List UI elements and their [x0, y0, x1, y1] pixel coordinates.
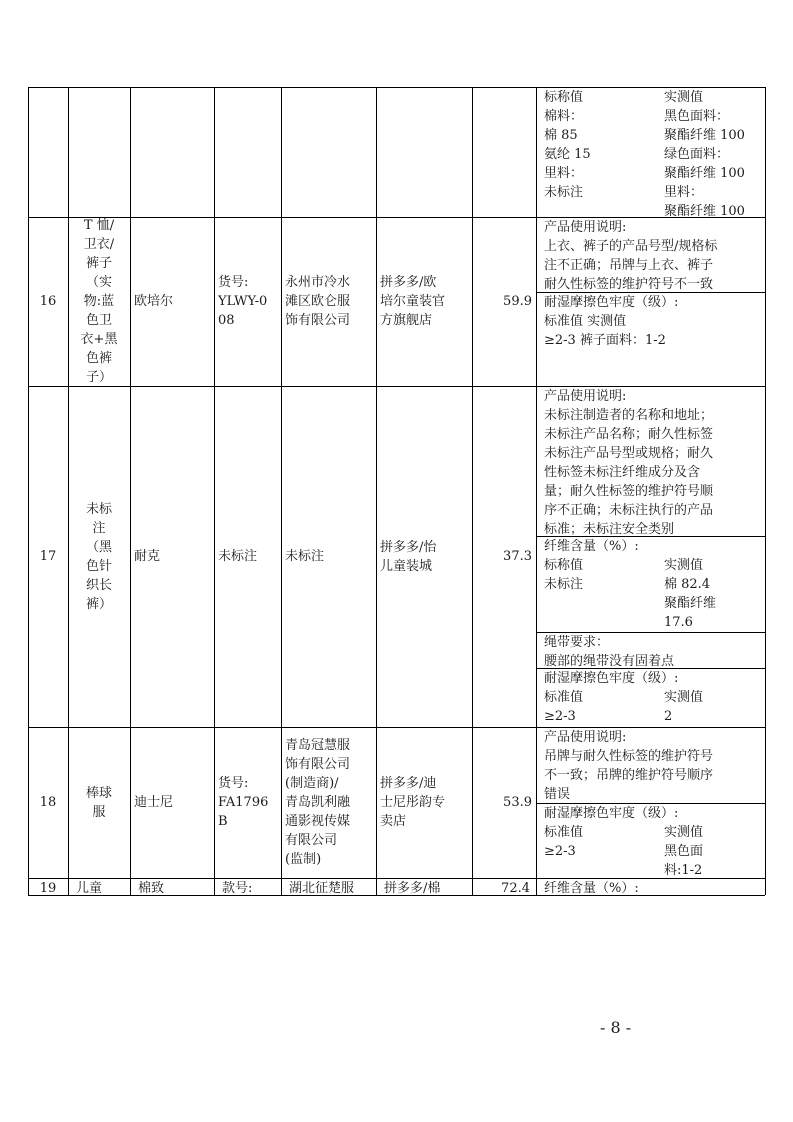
detail-color-fastness-line: ≥2-3 裤子面料：1-2 [544, 333, 666, 348]
product-name-line: 织长 [85, 577, 112, 593]
manufacturer-line: 青岛冠慧服 [285, 738, 351, 753]
shop-name-line: 拼多多/棉 [384, 881, 441, 896]
brand-name-line: 欧培尔 [134, 294, 174, 309]
product-name-line: 未标 [85, 501, 112, 517]
manufacturer-line: 未标注 [285, 549, 325, 564]
row-number [32, 879, 64, 898]
product-name-line: 色针 [85, 558, 112, 574]
detail-color-fastness [544, 293, 764, 350]
detail-measured-column-line: 里料： [664, 185, 704, 200]
detail-cord-requirement [544, 633, 764, 671]
price-line: 53.9 [503, 795, 532, 810]
manufacturer-line: (监制) [285, 852, 322, 867]
detail-usage-instructions-line: 性标签未标注纤维成分及含 [544, 465, 701, 480]
detail-measured-column-line: 料:1-2 [664, 863, 703, 878]
detail-standard-column-line: 氨纶 15 [544, 147, 591, 162]
detail-standard-column-line: 棉 85 [544, 128, 578, 143]
product-name [76, 879, 128, 898]
manufacturer-line: 通影视传媒 [285, 814, 351, 829]
shop-name [380, 273, 468, 330]
product-name-line: 卫衣/ [83, 237, 115, 252]
detail-measured-column-line: 黑色面料： [664, 109, 730, 124]
manufacturer-line: (制造商)/ [285, 776, 339, 791]
model-number-line: FA1796 [218, 795, 269, 810]
page-number: - 8 - [600, 1018, 632, 1037]
row-number-line: 17 [39, 549, 57, 564]
column-divider [376, 87, 377, 895]
price-line: 37.3 [503, 549, 532, 564]
model-number [218, 547, 277, 566]
brand-name [134, 793, 210, 812]
manufacturer-line: 饰有限公司 [285, 313, 351, 328]
product-name-line: 服 [92, 804, 106, 820]
brand-name [134, 547, 210, 566]
row-number [32, 793, 64, 812]
detail-usage-instructions-line: 吊牌与耐久性标签的维护符号 [544, 749, 714, 764]
product-name-line: 裤子 [85, 256, 112, 271]
manufacturer-line: 永州市冷水 [285, 275, 351, 290]
manufacturer-line: 滩区欧仑服 [285, 294, 351, 309]
shop-name-line: 士尼彤韵专 [380, 795, 446, 810]
detail-color-fastness-title [544, 804, 764, 823]
model-number-line: 货号: [218, 275, 249, 290]
detail-standard-column-line: 标准值 [544, 825, 584, 840]
product-name-line: 棒球 [85, 785, 112, 801]
model-number-line: 未标注 [218, 549, 258, 564]
shop-name [380, 538, 468, 576]
row-number [32, 292, 64, 311]
row-number-line: 18 [39, 795, 57, 810]
product-name [72, 216, 126, 387]
model-number [218, 273, 277, 330]
detail-color-fastness-line: 耐湿摩擦色牢度（级）: [544, 295, 679, 310]
model-number [218, 774, 277, 831]
product-name-line: 裤） [85, 596, 112, 612]
price-line: 59.9 [503, 294, 532, 309]
brand-name [134, 292, 210, 311]
detail-color-fastness-title [544, 669, 764, 688]
model-number-line: 款号: [222, 881, 253, 896]
model-number-line: B [218, 814, 228, 829]
product-name-line: （黑 [85, 539, 112, 555]
detail-standard-column-line: 未标注 [544, 185, 584, 200]
shop-name-line: 培尔童装官 [380, 294, 446, 309]
detail-usage-instructions-line: 序不正确；未标注执行的产品 [544, 503, 714, 518]
detail-measured-column-line: 实测值 [664, 558, 704, 573]
column-divider [28, 87, 29, 895]
detail-standard-column-line: ≥2-3 [544, 709, 576, 724]
price [476, 547, 532, 566]
model-number-line: 08 [218, 313, 235, 328]
detail-usage-instructions-line: 产品使用说明: [544, 220, 627, 235]
shop-name-line: 儿童装城 [380, 558, 433, 574]
product-name-line: 注 [92, 520, 106, 536]
detail-usage-instructions-line: 产品使用说明: [544, 730, 627, 745]
detail-standard-column [544, 88, 659, 202]
detail-fiber-title [544, 537, 764, 556]
shop-name [384, 879, 470, 898]
detail-standard-column-line: 未标注 [544, 577, 584, 592]
price [476, 879, 530, 898]
column-divider [68, 87, 69, 895]
detail-measured-column [664, 688, 759, 726]
shop-name-line: 方旗舰店 [380, 313, 433, 328]
manufacturer [285, 736, 372, 869]
detail-standard-column [544, 823, 659, 861]
detail-usage-instructions-line: 注不正确；吊牌与上衣、裤子 [544, 258, 714, 273]
detail-usage-instructions-line: 错误 [544, 787, 571, 802]
detail-usage-instructions [544, 387, 764, 539]
model-number-line: YLWY-0 [218, 294, 268, 309]
detail-standard-column-line: 里料： [544, 166, 584, 181]
detail-color-fastness-title-line: 耐湿摩擦色牢度（级）: [544, 671, 679, 686]
manufacturer-line: 青岛凯利融 [285, 795, 351, 810]
model-number [222, 879, 279, 898]
detail-standard-column-line: 标准值 [544, 690, 584, 705]
column-divider [281, 87, 282, 895]
detail-measured-column-line: 聚酯纤维 100 [664, 128, 745, 143]
product-name-line: 儿童 [76, 881, 103, 896]
detail-color-fastness-line: 标准值 实测值 [544, 314, 627, 329]
manufacturer [285, 547, 372, 566]
detail-usage-instructions-line: 上衣、裤子的产品号型/规格标 [544, 239, 718, 254]
detail-measured-column-line: 实测值 [664, 690, 704, 705]
column-divider [536, 87, 537, 895]
detail-measured-column-line: 聚酯纤维 100 [664, 204, 745, 219]
product-name [72, 500, 126, 614]
price [476, 793, 532, 812]
shop-name-line: 拼多多/欧 [380, 275, 437, 290]
detail-color-fastness-title-line: 耐湿摩擦色牢度（级）: [544, 806, 679, 821]
price-line: 72.4 [501, 881, 530, 896]
detail-measured-column-line: 聚酯纤维 100 [664, 166, 745, 181]
detail-usage-instructions-line: 未标注制造者的名称和地址； [544, 408, 714, 423]
detail-usage-instructions [544, 728, 764, 804]
detail-measured-column [664, 556, 759, 632]
brand-name-line: 耐克 [134, 549, 161, 564]
detail-usage-instructions-line: 标准；未标注安全类别 [544, 522, 675, 537]
detail-measured-column-line: 绿色面料： [664, 147, 730, 162]
shop-name-line: 卖店 [380, 814, 407, 829]
shop-name-line: 拼多多/迪 [380, 776, 437, 791]
manufacturer [285, 273, 372, 330]
row-number [32, 547, 64, 566]
manufacturer [289, 879, 374, 898]
detail-cord-requirement-line: 腰部的绳带没有固着点 [544, 654, 675, 669]
detail-usage-instructions-line: 未标注产品名称；耐久性标签 [544, 427, 714, 442]
manufacturer-line: 湖北征楚服 [289, 881, 355, 896]
detail-standard-column [544, 688, 659, 726]
detail-measured-column-line: 聚酯纤维 [664, 596, 717, 611]
detail-usage-instructions-line: 未标注产品号型或规格；耐久 [544, 446, 714, 461]
detail-fiber-title-line: 纤维含量（%）: [544, 881, 639, 896]
product-name-line: 物:蓝 [83, 294, 115, 309]
product-name-line: 衣+黑 [80, 332, 118, 347]
detail-cord-requirement-line: 绳带要求： [544, 635, 610, 650]
row-number-line: 16 [39, 294, 57, 309]
detail-usage-instructions [544, 218, 764, 294]
manufacturer-line: 饰有限公司 [285, 757, 351, 772]
detail-measured-column-line: 2 [664, 709, 673, 724]
detail-measured-column [664, 88, 759, 221]
detail-usage-instructions-line: 不一致；吊牌的维护符号顺序 [544, 768, 714, 783]
detail-fiber-title [544, 879, 764, 898]
column-divider [765, 87, 766, 895]
column-divider [472, 87, 473, 895]
product-name-line: 色卫 [85, 313, 112, 328]
detail-measured-column-line: 黑色面 [664, 844, 704, 859]
detail-standard-column-line: ≥2-3 [544, 844, 576, 859]
detail-standard-column-line: 标称值 [544, 558, 584, 573]
price [476, 292, 532, 311]
product-name-line: T 恤/ [83, 218, 115, 233]
row-number-line: 19 [39, 881, 57, 896]
product-name [72, 784, 126, 822]
detail-usage-instructions-line: 产品使用说明: [544, 389, 627, 404]
product-name-line: 色裤 [85, 351, 112, 366]
manufacturer-line: 有限公司 [285, 833, 338, 848]
brand-name-line: 迪士尼 [134, 795, 174, 810]
product-name-line: （实 [85, 275, 112, 290]
detail-standard-column-line: 标称值 [544, 90, 584, 105]
model-number-line: 货号: [218, 776, 249, 791]
detail-standard-column-line: 棉料： [544, 109, 584, 124]
brand-name-line: 棉致 [138, 881, 165, 896]
shop-name [380, 774, 468, 831]
detail-measured-column-line: 实测值 [664, 825, 704, 840]
shop-name-line: 拼多多/怡 [380, 539, 437, 555]
detail-measured-column-line: 棉 82.4 [664, 577, 711, 592]
product-name-line: 子） [85, 370, 112, 385]
detail-usage-instructions-line: 耐久性标签的维护符号不一致 [544, 277, 714, 292]
detail-measured-column-line: 17.6 [664, 615, 693, 630]
detail-fiber-title-line: 纤维含量（%）: [544, 539, 639, 554]
brand-name [138, 879, 212, 898]
column-divider [130, 87, 131, 895]
detail-measured-column-line: 实测值 [664, 90, 704, 105]
detail-usage-instructions-line: 量；耐久性标签的维护符号顺 [544, 484, 714, 499]
detail-standard-column [544, 556, 659, 594]
column-divider [214, 87, 215, 895]
detail-measured-column [664, 823, 759, 880]
